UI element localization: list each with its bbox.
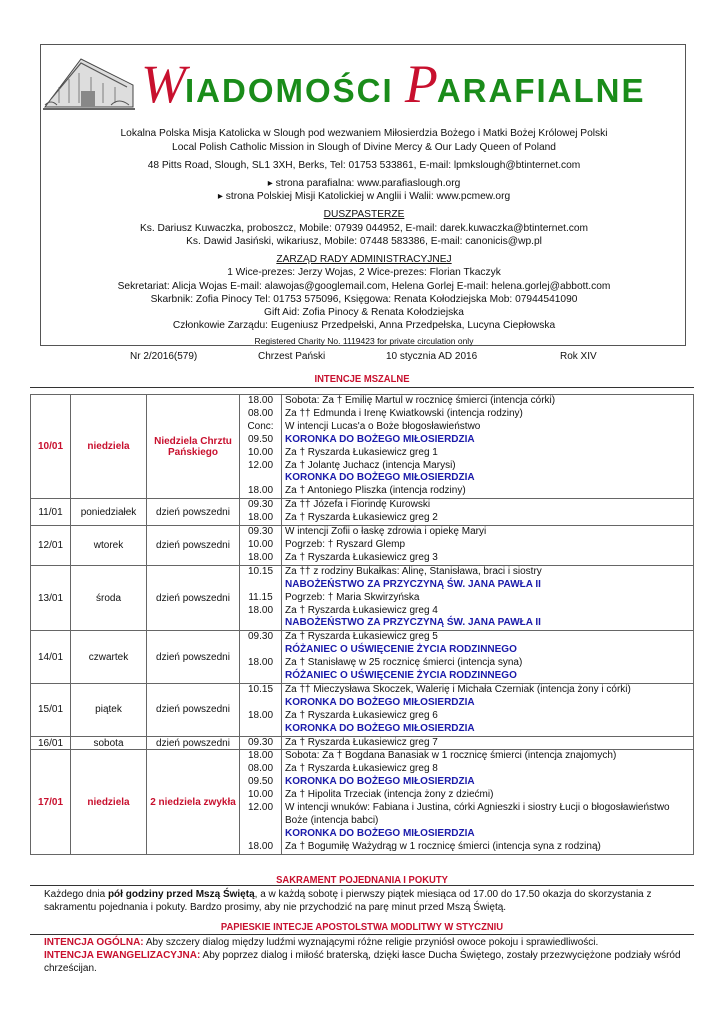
table-row xyxy=(31,526,694,566)
day-name: piątek xyxy=(71,683,147,736)
mass-time: 09.50 xyxy=(247,776,274,788)
day-name: niedziela xyxy=(71,750,147,854)
intention-item: Za † Ryszarda Łukasiewicz greg 1 xyxy=(285,446,438,458)
intention-item: Sobota: Za † Emilię Martul w rocznicę śmierci (intencja córki) xyxy=(285,395,556,406)
mass-intentions xyxy=(282,395,694,499)
intention-item: Za † Ryszarda Łukasiewicz greg 5 xyxy=(285,631,438,643)
devotion-item: KORONKA DO BOŻEGO MIŁOSIERDZIA xyxy=(285,776,475,788)
intention-item: Pogrzeb: † Maria Skwirzyńska xyxy=(285,591,420,603)
devotion-item: KORONKA DO BOŻEGO MIŁOSIERDZIA xyxy=(285,433,475,445)
table-row xyxy=(31,750,694,854)
day-type: dzień powszedni xyxy=(147,683,240,736)
day-name: czwartek xyxy=(71,631,147,684)
mass-intentions xyxy=(282,750,694,854)
papal-intention-evangelization: INTENCJA EWANGELIZACYJNA: Aby poprzez dialog i miłość braterską, dzięki łasce Ducha Świętego, zostały przezwyciężone podziały wśród chrześcijan. xyxy=(44,950,681,974)
day-type: dzień powszedni xyxy=(147,565,240,631)
intention-item: Za † Bogumiłę Ważydrąg w 1 rocznicę śmierci (intencja syna z rodziną) xyxy=(285,840,601,852)
mass-time: 18.00 xyxy=(247,395,274,406)
mass-time: 09.30 xyxy=(247,736,274,748)
day-date: 11/01 xyxy=(31,499,71,526)
registered-charity: Registered Charity No. 1119423 for private circulation only xyxy=(254,336,474,346)
devotion-item: KORONKA DO BOŻEGO MIŁOSIERDZIA xyxy=(285,722,475,734)
day-type: dzień powszedni xyxy=(147,736,240,750)
mass-times xyxy=(240,631,282,684)
day-name: poniedziałek xyxy=(71,499,147,526)
mass-time: 10.15 xyxy=(247,683,274,695)
board-treasurer: Skarbnik: Zofia Pinocy Tel: 01753 575096, Księgowa: Renata Kołodziejska Mob: 07944541090 xyxy=(150,294,578,305)
confession-heading: SAKRAMENT POJEDNANIA I POKUTY xyxy=(276,874,448,886)
day-name: środa xyxy=(71,565,147,631)
mission-name-pl: Lokalna Polska Misja Katolicka w Slough pod wezwaniem Miłosierdzia Bożego i Matki Bożej Królowej Polski xyxy=(120,128,608,139)
mass-times xyxy=(240,750,282,854)
mass-time: 12.00 xyxy=(247,802,274,814)
issue-year: Rok XIV xyxy=(560,351,597,362)
mass-time: 09.30 xyxy=(247,526,274,538)
mass-time: 18.00 xyxy=(247,840,274,852)
day-date: 14/01 xyxy=(31,631,71,684)
day-name: sobota xyxy=(71,736,147,750)
mass-intentions xyxy=(282,565,694,631)
mass-times xyxy=(240,565,282,631)
board-secretariat: Sekretariat: Alicja Wojas E-mail: alawojas@googlemail.com, Helena Gorlej E-mail: helena.gorlej@abbott.com xyxy=(117,281,611,292)
papal-intention-general: INTENCJA OGÓLNA: Aby szczery dialog między ludźmi wyznającymi różne religie przyniósł owoce pokoju i sprawiedliwości. xyxy=(44,937,599,948)
intention-item: Za † Ryszarda Łukasiewicz greg 3 xyxy=(285,551,438,563)
devotion-item: RÓŻANIEC O UŚWIĘCENIE ŻYCIA RODZINNEGO xyxy=(285,670,517,682)
divider xyxy=(30,885,694,886)
newsletter-title: WIADOMOŚCI PARAFIALNE xyxy=(141,54,646,114)
mass-times xyxy=(240,736,282,750)
mass-time: 18.00 xyxy=(247,512,274,524)
mass-time: 10.00 xyxy=(247,538,274,550)
divider xyxy=(30,934,694,935)
board-vice-presidents: 1 Wice-prezes: Jerzy Wojas, 2 Wice-prezes: Florian Tkaczyk xyxy=(227,267,501,278)
intention-item: Za † Ryszarda Łukasiewicz greg 4 xyxy=(285,604,438,616)
mass-times xyxy=(240,683,282,736)
papal-intentions-heading: PAPIESKIE INTECJE APOSTOLSTWA MODLITWY W STYCZNIU xyxy=(220,921,504,933)
masthead xyxy=(40,44,686,346)
mass-time: 10.00 xyxy=(247,446,274,458)
mass-time: 18.00 xyxy=(247,750,274,762)
intention-item: Za †† Mieczysława Skoczek, Walerię i Michała Czerniak (intencja żony i córki) xyxy=(285,683,631,695)
table-row xyxy=(31,683,694,736)
mass-intentions xyxy=(282,683,694,736)
intention-item: Za † Hipolita Trzeciak (intencja żony z dziećmi) xyxy=(285,789,494,801)
address: 48 Pitts Road, Slough, SL1 3XH, Berks, Tel: 01753 533861, E-mail: lpmkslough@btinternet.com xyxy=(147,160,581,171)
mass-time xyxy=(243,579,278,592)
day-date: 12/01 xyxy=(31,526,71,566)
intention-item: Za †† z rodziny Bukałkas: Alinę, Stanisława, braci i siostry xyxy=(285,565,542,577)
issue-feast: Chrzest Pański xyxy=(258,351,326,362)
mass-time: 18.00 xyxy=(247,657,274,669)
mass-time: 18.00 xyxy=(247,709,274,721)
day-date: 13/01 xyxy=(31,565,71,631)
mass-intentions xyxy=(282,499,694,526)
issue-date: 10 stycznia AD 2016 xyxy=(386,351,478,362)
intention-item: Za † Ryszarda Łukasiewicz greg 7 xyxy=(285,736,438,748)
table-row xyxy=(31,736,694,750)
mass-time xyxy=(243,670,278,683)
priest-vicar: Ks. Dawid Jasiński, wikariusz, Mobile: 07448 583386, E-mail: canonicis@wp.pl xyxy=(186,236,542,247)
day-type: 2 niedziela zwykła xyxy=(147,750,240,854)
mass-intentions xyxy=(282,736,694,750)
mass-times xyxy=(240,395,282,499)
intention-item: Za † Jolantę Juchacz (intencja Marysi) xyxy=(285,459,456,471)
devotion-item: NABOŻEŃSTWO ZA PRZYCZYNĄ ŚW. JANA PAWŁA II xyxy=(285,617,541,629)
mass-time: 18.00 xyxy=(247,551,274,563)
day-name: niedziela xyxy=(71,395,147,499)
intention-item: Za † Ryszarda Łukasiewicz greg 8 xyxy=(285,763,438,775)
intention-item: W intencji Zofii o łaskę zdrowia i opiekę Maryi xyxy=(285,526,487,538)
mass-time: 08.00 xyxy=(247,763,274,775)
devotion-item: RÓŻANIEC O UŚWIĘCENIE ŻYCIA RODZINNEGO xyxy=(285,644,517,656)
mass-time: Conc: xyxy=(247,420,274,432)
table-row xyxy=(31,499,694,526)
table-row xyxy=(31,395,694,499)
board-heading: ZARZĄD RADY ADMINISTRACYJNEJ xyxy=(276,254,452,265)
priest-pastor: Ks. Dariusz Kuwaczka, proboszcz, Mobile: 07939 044952, E-mail: darek.kuwaczka@btinternet.com xyxy=(139,223,589,234)
confession-text: Każdego dnia pół godziny przed Mszą Świętą, a w każdą sobotę i pierwszy piątek miesiąca od 17.00 do 17.50 okazja do skorzystania z sakramentu pojednania i pokuty. Bardzo prosimy, aby nie przychodzić na parę minut przed Mszą Świętą. xyxy=(44,889,652,913)
intention-item: W intencji Lucas'a o Boże błogosławieństwo xyxy=(285,420,481,432)
mass-time xyxy=(243,617,278,630)
day-date: 15/01 xyxy=(31,683,71,736)
table-row xyxy=(31,631,694,684)
day-name: wtorek xyxy=(71,526,147,566)
mass-time xyxy=(243,723,278,736)
intention-item: Za † Antoniego Pliszka (intencja rodziny) xyxy=(285,485,466,497)
mission-name-en: Local Polish Catholic Mission in Slough of Divine Mercy & Our Lady Queen of Poland xyxy=(172,142,556,153)
mass-time xyxy=(243,697,278,710)
intention-item: Pogrzeb: † Ryszard Glemp xyxy=(285,538,406,550)
intention-item: Za †† Edmunda i Irenę Kwiatkowski (intencja rodziny) xyxy=(285,407,523,419)
day-date: 16/01 xyxy=(31,736,71,750)
mass-times xyxy=(240,499,282,526)
day-date: 17/01 xyxy=(31,750,71,854)
mass-time: 08.00 xyxy=(247,407,274,419)
day-type: dzień powszedni xyxy=(147,631,240,684)
devotion-item: KORONKA DO BOŻEGO MIŁOSIERDZIA xyxy=(285,696,475,708)
devotion-item: NABOŻEŃSTWO ZA PRZYCZYNĄ ŚW. JANA PAWŁA II xyxy=(285,578,541,590)
mass-time xyxy=(243,815,278,828)
intention-item: Sobota: Za † Bogdana Banasiak w 1 rocznicę śmierci (intencja znajomych) xyxy=(285,750,617,762)
intention-item: Za †† Józefa i Fiorindę Kurowski xyxy=(285,499,431,511)
mass-times xyxy=(240,526,282,566)
board-gift-aid: Gift Aid: Zofia Pinocy & Renata Kołodziejska xyxy=(264,307,464,318)
mass-time: 09.50 xyxy=(247,433,274,445)
intentions-heading: INTENCJE MSZALNE xyxy=(314,373,410,385)
intention-item: Za † Stanisławę w 25 rocznicę śmierci (intencja syna) xyxy=(285,657,523,669)
board-members: Członkowie Zarządu: Eugeniusz Przedpełski, Anna Przedpełska, Lucyna Ciepłowska xyxy=(172,320,556,331)
priests-heading: DUSZPASTERZE xyxy=(323,209,405,220)
mass-time: 18.00 xyxy=(247,604,274,616)
mass-time: 12.00 xyxy=(247,459,274,471)
mass-time: 10.00 xyxy=(247,789,274,801)
intention-item: Za † Ryszarda Łukasiewicz greg 6 xyxy=(285,709,438,721)
mass-time xyxy=(243,472,278,485)
mass-intentions xyxy=(282,526,694,566)
intention-item: W intencji wnuków: Fabiana i Justina, córki Agnieszki i siostry Łucji o błogosławieństwo Boże (intencja babci) xyxy=(285,802,670,826)
devotion-item: KORONKA DO BOŻEGO MIŁOSIERDZIA xyxy=(285,827,475,839)
mass-time: 18.00 xyxy=(247,485,274,497)
divider xyxy=(30,387,694,388)
day-type: Niedziela Chrztu Pańskiego xyxy=(147,395,240,499)
website-mission[interactable]: ▸ strona Polskiej Misji Katolickiej w Anglii i Walii: www.pcmew.org xyxy=(217,191,511,202)
devotion-item: KORONKA DO BOŻEGO MIŁOSIERDZIA xyxy=(285,472,475,484)
table-row xyxy=(31,565,694,631)
issue-number: Nr 2/2016(579) xyxy=(130,351,198,362)
day-type: dzień powszedni xyxy=(147,499,240,526)
mass-intentions xyxy=(282,631,694,684)
mass-time: 09.30 xyxy=(247,499,274,511)
mass-time: 11.15 xyxy=(248,591,273,603)
mass-time: 10.15 xyxy=(247,565,274,577)
church-logo-icon xyxy=(41,47,137,113)
intention-item: Za † Ryszarda Łukasiewicz greg 2 xyxy=(285,512,438,524)
day-type: dzień powszedni xyxy=(147,526,240,566)
mass-intentions-table xyxy=(30,394,694,855)
mass-time xyxy=(243,828,278,841)
website-parish[interactable]: ▸ strona parafialna: www.parafiaslough.org xyxy=(267,178,461,189)
day-date: 10/01 xyxy=(31,395,71,499)
mass-time xyxy=(243,644,278,657)
mass-time: 09.30 xyxy=(247,631,274,643)
